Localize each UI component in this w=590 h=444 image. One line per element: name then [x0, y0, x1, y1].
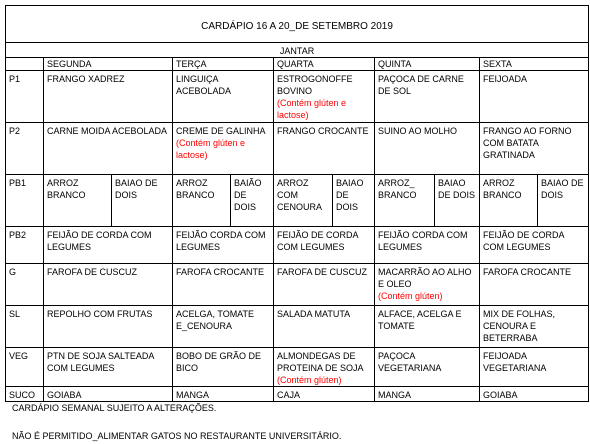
no-feeding-cats-notice: NÃO É PERMITIDO_ALIMENTAR GATOS NO RESTAURANTE UNIVERSITÁRIO.: [12, 431, 342, 441]
dish-name: FAROFA CROCANTE: [483, 267, 572, 277]
cell-suco-friday: GOIABA: [480, 387, 589, 402]
dish-name: PTN DE SOJA SALTEADA COM LEGUMES: [47, 351, 154, 373]
allergen-note: (Contém glúten e lactose): [176, 138, 246, 160]
cell-g-monday: [44, 264, 173, 306]
row-label-g: G: [6, 264, 44, 306]
meal-subtitle: JANTAR: [6, 43, 589, 58]
cell-veg-tuesday: [173, 348, 274, 387]
dish-name: BOBO DE GRÃO DE BICO: [176, 351, 262, 373]
row-pb1: [6, 175, 589, 227]
dish-name: ALMONDEGAS DE PROTEINA DE SOJA: [277, 351, 364, 373]
dish-name: FRANGO AO FORNO COM BATATA GRATINADA: [483, 126, 572, 160]
cell-sl-thursday: ALFACE, ACELGA E TOMATE: [375, 306, 480, 348]
cell-pb2-monday: FEIJÃO DE CORDA COM LEGUMES: [44, 227, 173, 264]
dish-name: FAROFA DE CUSCUZ: [277, 267, 368, 277]
cell-veg-monday: [44, 348, 173, 387]
row-sl: [6, 306, 589, 348]
row-g: [6, 264, 589, 306]
cell-pb2-thursday: FEIJÃO CORDA COM LEGUMES: [375, 227, 480, 264]
row-label-pb2: PB2: [6, 227, 44, 264]
menu-title: CARDÁPIO 16 A 20_DE SETEMBRO 2019: [6, 6, 589, 43]
cell-pb1-wednesday-b: BAIAO DE DOIS: [333, 175, 375, 227]
cell-p1-tuesday: [173, 71, 274, 123]
dish-name: SUINO AO MOLHO: [378, 126, 458, 136]
cell-p2-friday: [480, 123, 589, 175]
dish-name: CARNE MOIDA ACEBOLADA: [47, 126, 168, 136]
day-header-friday: SEXTA: [480, 58, 589, 71]
cell-pb1-wednesday-a: ARROZ COM CENOURA: [274, 175, 333, 227]
row-label-veg: VEG: [6, 348, 44, 387]
cell-pb1-thursday-a: ARROZ_ BRANCO: [375, 175, 435, 227]
dish-name: FAROFA CROCANTE: [176, 267, 265, 277]
cell-suco-wednesday: CAJA: [274, 387, 375, 402]
allergen-note: (Contém glúten e lactose): [277, 98, 347, 120]
row-suco: [6, 387, 589, 402]
dish-name: ESTROGONOFFE BOVINO: [277, 74, 353, 96]
cell-sl-monday: REPOLHO COM FRUTAS: [44, 306, 173, 348]
dish-name: FAROFA DE CUSCUZ: [47, 267, 138, 277]
dish-name: FRANGO CROCANTE: [277, 126, 369, 136]
row-pb2: [6, 227, 589, 264]
row-label-suco: SUCO: [6, 387, 44, 402]
cell-pb1-tuesday-a: ARROZ BRANCO: [173, 175, 231, 227]
cell-g-friday: [480, 264, 589, 306]
allergen-note: (Contém glúten): [277, 375, 342, 385]
cell-pb1-thursday-b: BAIAO DE DOIS: [435, 175, 480, 227]
cell-suco-thursday: MANGA: [375, 387, 480, 402]
dish-name: PAÇOCA VEGETARIANA: [378, 351, 442, 373]
cell-p2-monday: [44, 123, 173, 175]
cell-p1-thursday: [375, 71, 480, 123]
row-label-p1: P1: [6, 71, 44, 123]
cell-veg-wednesday: [274, 348, 375, 387]
cell-p2-wednesday: [274, 123, 375, 175]
allergen-note: (Contém glúten): [378, 291, 443, 301]
cell-pb1-friday-b: BAIAO DE DOIS: [538, 175, 589, 227]
day-header-row: [6, 58, 589, 71]
dish-name: LINGUIÇA ACEBOLADA: [176, 74, 232, 96]
day-header-wednesday: QUARTA: [274, 58, 375, 71]
day-header-tuesday: TERÇA: [173, 58, 274, 71]
cell-pb2-tuesday: FEIJÃO CORDA COM LEGUMES: [173, 227, 274, 264]
cell-p1-wednesday: [274, 71, 375, 123]
cell-p2-thursday: [375, 123, 480, 175]
dish-name: FRANGO XADREZ: [47, 74, 125, 84]
cell-p1-friday: [480, 71, 589, 123]
cell-pb1-monday-a: ARROZ BRANCO: [44, 175, 112, 227]
cell-p1-monday: [44, 71, 173, 123]
cell-pb2-friday: FEIJÃO DE CORDA COM LEGUMES: [480, 227, 589, 264]
cell-g-tuesday: [173, 264, 274, 306]
cell-g-wednesday: [274, 264, 375, 306]
cell-veg-friday: [480, 348, 589, 387]
cell-pb2-wednesday: FEIJÃO DE CORDA COM LEGUMES: [274, 227, 375, 264]
cell-g-thursday: [375, 264, 480, 306]
cell-pb1-friday-a: ARROZ BRANCO: [480, 175, 538, 227]
cell-sl-friday: MIX DE FOLHAS, CENOURA E BETERRABA: [480, 306, 589, 348]
dish-name: PAÇOCA DE CARNE DE SOL: [378, 74, 464, 96]
cell-pb1-monday-b: BAIAO DE DOIS: [112, 175, 173, 227]
corner-cell: [6, 58, 44, 71]
cell-suco-monday: GOIABA: [44, 387, 173, 402]
row-label-sl: SL: [6, 306, 44, 348]
cell-pb1-tuesday-b: BAIÃO DE DOIS: [231, 175, 274, 227]
row-label-p2: P2: [6, 123, 44, 175]
cell-suco-tuesday: MANGA: [173, 387, 274, 402]
dish-name: CREME DE GALINHA: [176, 126, 266, 136]
cell-sl-tuesday: ACELGA, TOMATE E_CENOURA: [173, 306, 274, 348]
day-header-monday: SEGUNDA: [44, 58, 173, 71]
cell-p2-tuesday: [173, 123, 274, 175]
row-veg: [6, 348, 589, 387]
row-p2: [6, 123, 589, 175]
cell-veg-thursday: [375, 348, 480, 387]
row-p1: [6, 71, 589, 123]
dish-name: FEIJOADA VEGETARIANA: [483, 351, 547, 373]
dish-name: FEIJOADA: [483, 74, 528, 84]
row-label-pb1: PB1: [6, 175, 44, 227]
cell-sl-wednesday: SALADA MATUTA: [274, 306, 375, 348]
day-header-thursday: QUINTA: [375, 58, 480, 71]
dish-name: MACARRÃO AO ALHO E OLEO: [378, 267, 472, 289]
menu-table: [5, 5, 589, 402]
subject-to-change-notice: CARDÁPIO SEMANAL SUJEITO A ALTERAÇÕES.: [12, 403, 217, 413]
